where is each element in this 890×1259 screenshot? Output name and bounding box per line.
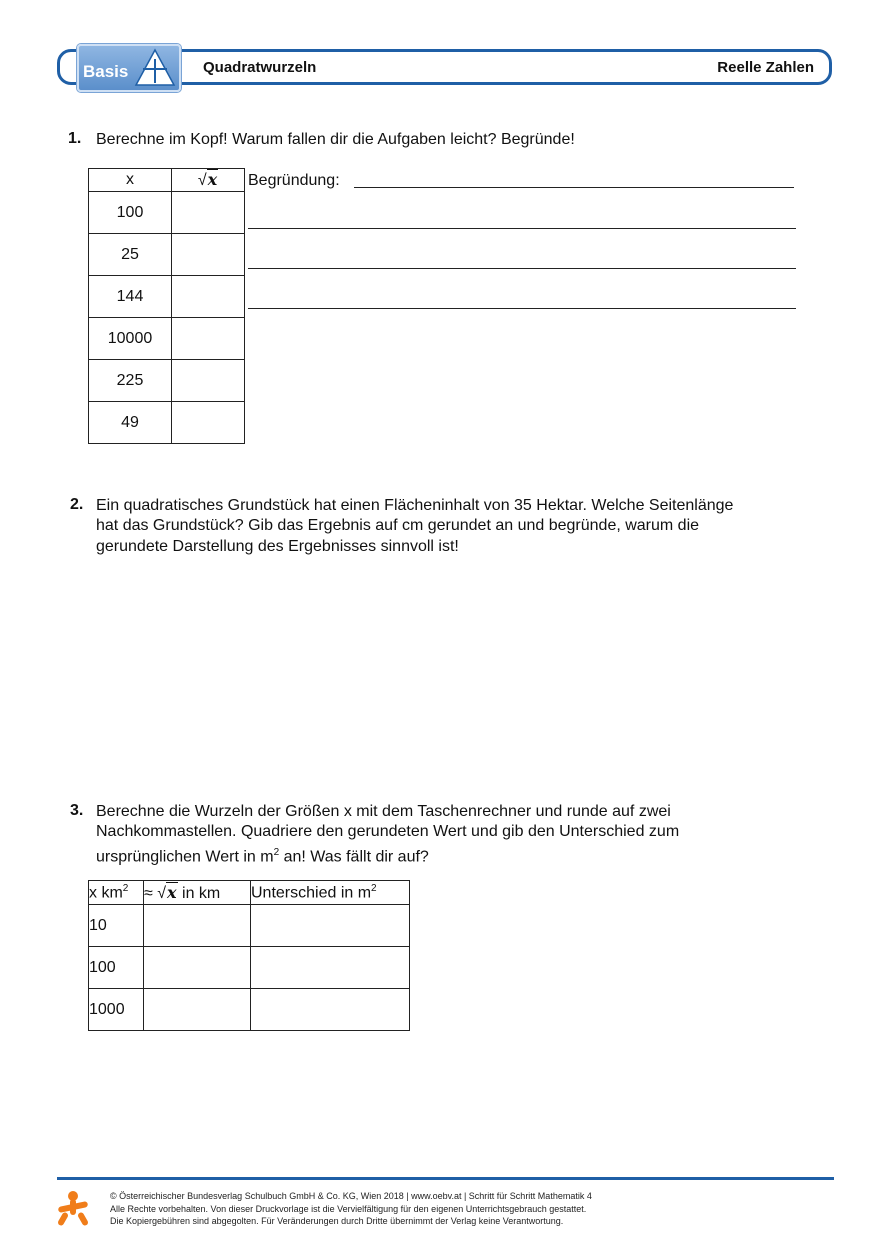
task1-header-sqrt: [172, 169, 245, 192]
task1-answer-cell[interactable]: [172, 192, 245, 234]
task1-answer-cell[interactable]: [172, 402, 245, 444]
task3-answer-cell[interactable]: [251, 905, 410, 947]
task1-value: 225: [89, 360, 172, 402]
footer-divider: [57, 1177, 834, 1180]
task1-value: 10000: [89, 318, 172, 360]
task3-answer-cell[interactable]: [251, 989, 410, 1031]
task2-number: 2.: [70, 496, 84, 513]
task3-line: ursprünglichen Wert in $m^2$ an! Was fällt dir auf?: [96, 847, 429, 866]
task3-value: 100: [89, 947, 144, 989]
task3-answer-cell[interactable]: [144, 989, 251, 1031]
task1-answer-cell[interactable]: [172, 234, 245, 276]
footer-line: © Österreichischer Bundesverlag Schulbuch GmbH & Co. KG, Wien 2018 | www.oebv.at | Schritt für Schritt Mathematik 4: [110, 1191, 592, 1201]
task1-value: 144: [89, 276, 172, 318]
task3-answer-cell[interactable]: [144, 947, 251, 989]
answer-line[interactable]: [248, 228, 796, 229]
task1-header-x: x: [89, 169, 172, 192]
footer-line: Alle Rechte vorbehalten. Von dieser Druckvorlage ist die Vervielfältigung für den eigenen Unterrichtsgebrauch gestattet.: [110, 1203, 587, 1214]
logo-label: Basis: [83, 62, 129, 81]
task1-answer-cell[interactable]: [172, 318, 245, 360]
topic-title: Quadratwurzeln: [203, 59, 317, 76]
task3-value: 10: [89, 905, 144, 947]
task1-number: 1.: [68, 130, 82, 147]
task2-line: Ein quadratisches Grundstück hat einen Flächeninhalt von 35 Hektar. Welche Seitenlänge: [96, 497, 734, 514]
task3-header-sqrt: ≈ √x in km: [144, 881, 251, 905]
task3-answer-cell[interactable]: [251, 947, 410, 989]
sqrt-icon: √x: [157, 882, 177, 902]
triangle-logo-icon: [134, 47, 176, 89]
task3-line: Berechne die Wurzeln der Größen x mit dem Taschenrechner und runde auf zwei: [96, 803, 671, 820]
task3-table: [88, 880, 410, 1031]
task1-value: 49: [89, 402, 172, 444]
reason-label: Begründung:: [248, 172, 340, 189]
chapter-title: Reelle Zahlen: [717, 59, 814, 76]
answer-line[interactable]: [248, 308, 796, 309]
publisher-logo-icon: [54, 1190, 92, 1228]
answer-line[interactable]: [354, 187, 794, 188]
task1-table: [88, 168, 245, 444]
task1-value: 100: [89, 192, 172, 234]
task1-answer-cell[interactable]: [172, 276, 245, 318]
sqrt-icon: √x: [197, 170, 218, 189]
task3-header-x: x $km^2$: [89, 881, 144, 905]
task2-line: hat das Grundstück? Gib das Ergebnis auf cm gerundet an und begründe, warum die: [96, 517, 700, 534]
answer-line[interactable]: [248, 268, 796, 269]
footer-line: Die Kopiergebühren sind abgegolten. Für Veränderungen durch Dritte übernimmt der Verlag keine Verantwortung.: [110, 1216, 564, 1226]
task3-header-diff: Unterschied in $m^2$: [251, 881, 410, 905]
task1-text: Berechne im Kopf! Warum fallen dir die Aufgaben leicht? Begründe!: [96, 131, 575, 148]
footer-copyright: [110, 1190, 592, 1228]
task2-line: gerundete Darstellung des Ergebnisses sinnvoll ist!: [96, 538, 459, 555]
task3-line: Nachkommastellen. Quadriere den gerundeten Wert und gib den Unterschied zum: [96, 823, 680, 840]
task1-answer-cell[interactable]: [172, 360, 245, 402]
task1-value: 25: [89, 234, 172, 276]
task3-answer-cell[interactable]: [144, 905, 251, 947]
task3-number: 3.: [70, 802, 84, 819]
task3-value: 1000: [89, 989, 144, 1031]
